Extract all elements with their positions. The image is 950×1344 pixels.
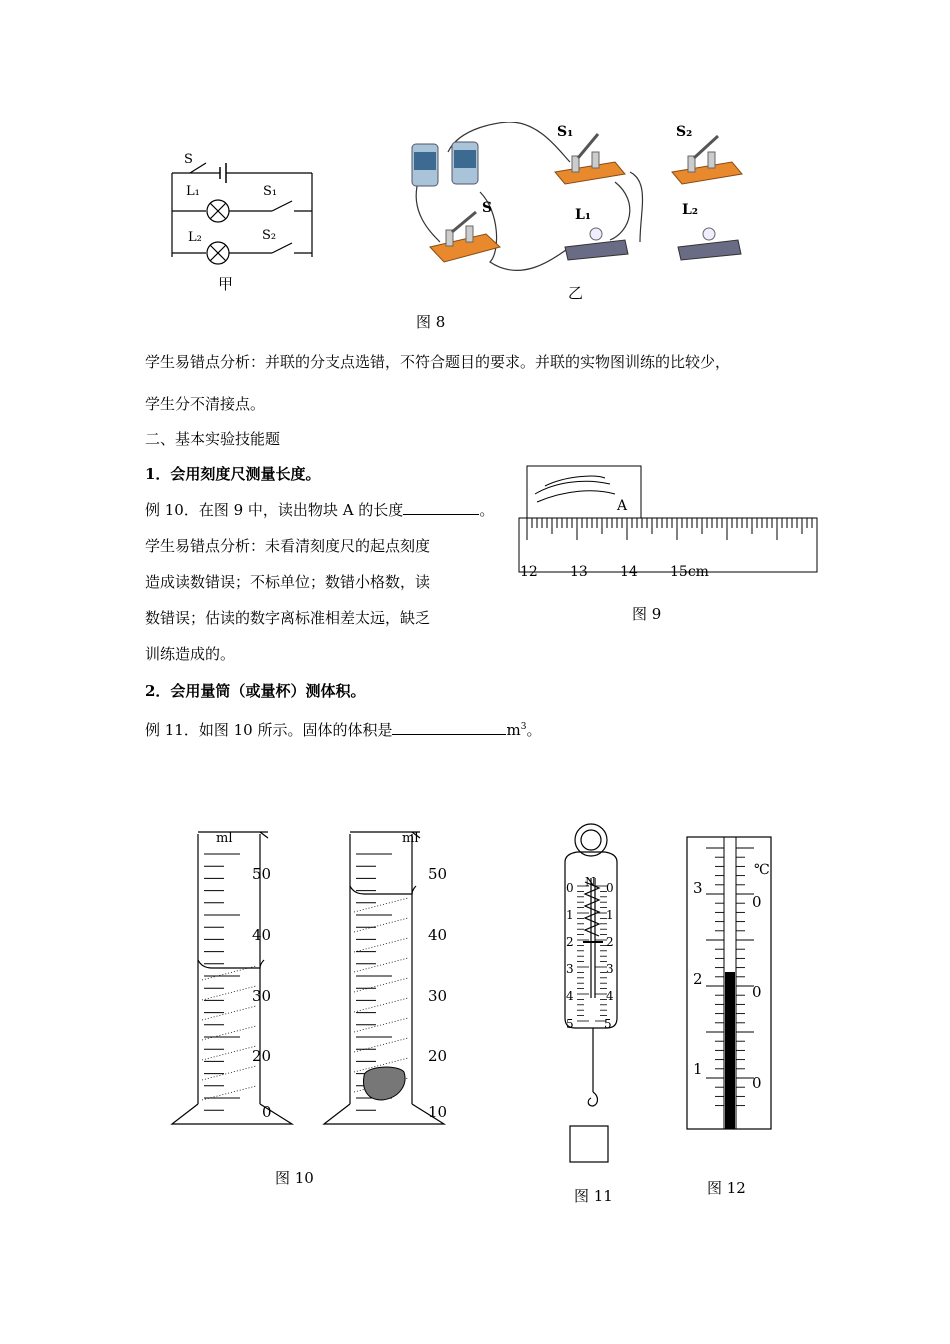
graduated-cylinders [168, 826, 458, 1126]
thermo-unit: ℃ [754, 862, 770, 878]
battery-icon [412, 142, 478, 186]
fig9-caption: 图 9 [632, 605, 662, 623]
switch-s-icon [430, 212, 500, 262]
scale-unit: N [585, 875, 596, 889]
analysis10-line: 数错误；估读的数字离标准相差太远，缺乏 [145, 609, 431, 627]
unit-m: m [506, 721, 521, 739]
scale-right-label: 0 [606, 881, 614, 895]
scale-left-label: 0 [566, 881, 574, 895]
lamp-l2-icon [678, 228, 741, 260]
scale-left-label: 5 [566, 1017, 574, 1031]
answer-blank [403, 500, 479, 515]
right-scale-label: 30 [428, 987, 448, 1005]
answer-blank [392, 720, 506, 735]
jia-l1-label: L₁ [186, 184, 200, 199]
example11 [145, 717, 541, 740]
scale-right-label: 1 [606, 908, 614, 922]
thermo-left-label: 3 [693, 879, 703, 897]
thermo-right-label: 0 [752, 893, 762, 911]
ruler-tick-label: 13 [570, 564, 588, 580]
analysis10-line: 训练造成的。 [145, 645, 236, 663]
example10-end: 。 [479, 501, 495, 519]
fig8-caption: 图 8 [416, 313, 446, 331]
yi-caption: 乙 [568, 284, 584, 302]
right-scale-label: 50 [428, 865, 448, 883]
jia-l2-label: L₂ [188, 230, 202, 245]
jia-s2-label: S₂ [262, 228, 277, 243]
right-scale-label: 10 [428, 1103, 448, 1121]
lamp-l1-icon [565, 228, 628, 260]
thermo-right-label: 0 [752, 983, 762, 1001]
jia-s1-label: S₁ [263, 184, 278, 199]
thermo-right-label: 0 [752, 1074, 762, 1092]
ruler-tick-label: 14 [620, 564, 638, 580]
jia-caption: 甲 [218, 275, 234, 293]
fig11-caption: 图 11 [574, 1187, 613, 1205]
thermo-left-label: 2 [693, 970, 703, 988]
ruler-tick-label: 12 [520, 564, 538, 580]
fig10-caption: 图 10 [275, 1169, 314, 1187]
scale-right-label: 2 [606, 935, 614, 949]
jia-s-label: S [184, 152, 193, 167]
yi-s1-label: S₁ [557, 124, 574, 140]
analysis10-line: 学生易错点分析：未看清刻度尺的起点刻度 [145, 537, 431, 555]
scale-right-label: 5 [604, 1017, 612, 1031]
yi-s-label: S [482, 200, 493, 216]
left-scale-label: 20 [252, 1047, 272, 1065]
left-scale-label: 40 [252, 926, 272, 944]
analysis8-line1: 学生易错点分析：并联的分支点选错，不符合题目的要求。并联的实物图训练的比较少， [145, 353, 731, 371]
thermo-left-label: 1 [693, 1060, 703, 1078]
solid-object [364, 1067, 405, 1100]
scale-right-label: 3 [606, 962, 614, 976]
mercury-column [725, 972, 735, 1129]
example10 [145, 500, 494, 520]
scale-right-label: 4 [606, 989, 614, 1003]
yi-s2-label: S₂ [676, 124, 693, 140]
unit-sup: 3 [520, 722, 527, 732]
cylinder-unit: ml [402, 831, 419, 846]
section2-title: 二、基本实验技能题 [145, 430, 281, 448]
example10-text: 例 10．在图 9 中，读出物块 A 的长度 [145, 501, 404, 519]
analysis8-line2: 学生分不清接点。 [145, 395, 266, 413]
cylinder-unit: ml [216, 831, 233, 846]
item1-title: 1．会用刻度尺测量长度。 [145, 465, 321, 483]
right-scale-label: 40 [428, 926, 448, 944]
scale-left-label: 1 [566, 908, 574, 922]
left-scale-label: 0 [262, 1103, 272, 1121]
block-a-label: A [617, 498, 628, 514]
fig12-caption: 图 12 [707, 1179, 746, 1197]
yi-l2-label: L₂ [682, 202, 698, 218]
left-scale-label: 50 [252, 865, 272, 883]
example11-text: 例 11．如图 10 所示。固体的体积是 [145, 721, 393, 739]
item2-title: 2．会用量筒（或量杯）测体积。 [145, 682, 366, 700]
ruler-tick-label: 15cm [670, 564, 709, 580]
left-scale-label: 30 [252, 987, 272, 1005]
switch-s2-icon [672, 136, 742, 184]
scale-left-label: 4 [566, 989, 574, 1003]
example11-end: 。 [526, 721, 542, 739]
scale-left-label: 3 [566, 962, 574, 976]
scale-left-label: 2 [566, 935, 574, 949]
analysis10-line: 造成读数错误；不标单位；数错小格数，读 [145, 573, 431, 591]
yi-l1-label: L₁ [575, 207, 591, 223]
right-scale-label: 20 [428, 1047, 448, 1065]
